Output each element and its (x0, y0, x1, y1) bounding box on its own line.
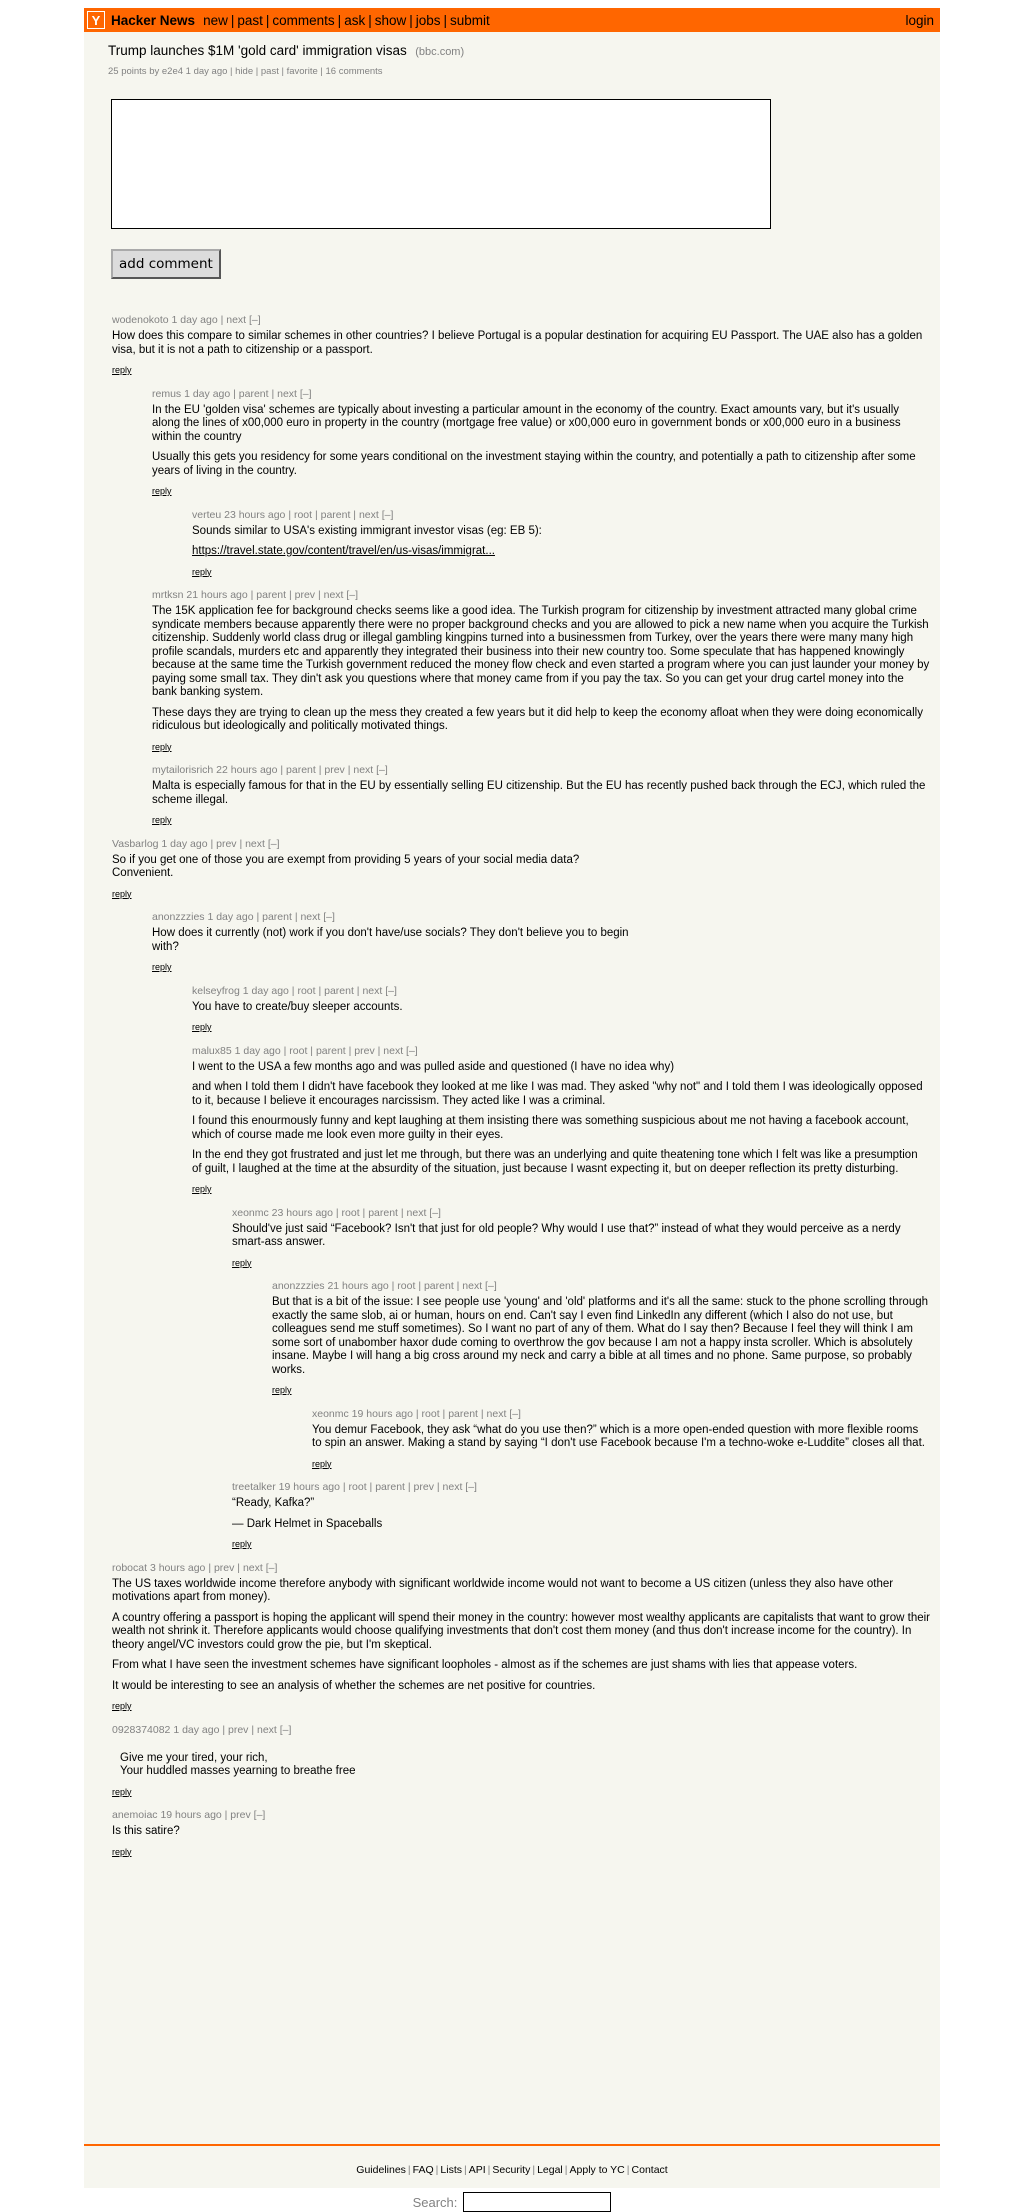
separator: | (487, 2164, 491, 2176)
comment (112, 838, 622, 902)
comment-meta[interactable]: wodenokoto 1 day ago | next [–] (112, 314, 261, 326)
comment-text: and when I told them I didn't have facebook they looked at me like I was mad. They asked "why not" and I told them I was ideologically opposed to it, because I believe it encourages narcissism. They acted like I was a criminal. (192, 1081, 923, 1107)
comment-text: You demur Facebook, they ask “what do you use then?” which is a more open-ended question with more flexible rooms to spin an answer. Making a stand by saying “I don't use Facebook because I'm a techno-woke e-Luddite” closes all that. (312, 1423, 925, 1449)
comment-link-para (192, 545, 552, 559)
reply-link[interactable]: reply (192, 566, 212, 577)
reply-link[interactable]: reply (112, 1846, 132, 1857)
comment-text: I found this enourmously funny and kept laughing at them insisting there was something suspicious about me not having a facebook account, which of course made me look even more guilty in their eyes. (192, 1115, 909, 1141)
story-title[interactable]: Trump launches $1M 'gold card' immigration visas (108, 43, 407, 58)
page-container (84, 8, 940, 2210)
separator: | (435, 2164, 439, 2176)
comment (232, 1207, 940, 1271)
reply-link[interactable]: reply (152, 962, 172, 972)
comment-text: In the end they got frustrated and just let me through, but there was an underlying and quite theatening tone which I felt was like a presumption of guilt, I laughed at the time at the absurdity of the situation, just because I wasnt expecting it, but on deeper reflection its pretty disturbing. (192, 1149, 918, 1175)
comment (152, 764, 940, 828)
footer-link[interactable]: API (468, 2164, 486, 2176)
top-bar (84, 8, 940, 32)
footer-link[interactable]: Legal (537, 2164, 563, 2176)
reply-link[interactable]: reply (232, 1539, 252, 1549)
nav-submit[interactable]: submit (450, 12, 490, 28)
footer (84, 2144, 940, 2212)
comment-meta[interactable]: anonzzzies 1 day ago | parent | next [–] (152, 911, 335, 923)
footer-link[interactable]: Contact (631, 2164, 668, 2176)
comment-meta[interactable]: mrtksn 21 hours ago | parent | prev | next [–] (152, 589, 359, 601)
comment-text: From what I have seen the investment schemes have significant loopholes - almost as if the schemes are just shams with lies that appease voters. (112, 1659, 858, 1671)
comment-meta[interactable]: remus 1 day ago | parent | next [–] (152, 387, 312, 400)
nav-show[interactable]: show (374, 12, 407, 28)
comment-text: “Ready, Kafka?” (232, 1497, 315, 1509)
comment (192, 1045, 940, 1197)
comment-text: Should've just said “Facebook? Isn't that just for old people? Why would I use that?” instead of what they would perceive as a nerdy smart-ass answer. (232, 1222, 901, 1248)
comment-meta[interactable]: 0928374082 1 day ago | prev | next [–] (112, 1723, 292, 1736)
nav-jobs[interactable]: jobs (415, 12, 441, 28)
story-past[interactable]: past (260, 66, 279, 77)
comment (192, 509, 562, 580)
search-input[interactable] (463, 2192, 611, 2212)
comment-textarea[interactable] (111, 99, 771, 229)
comment-meta[interactable]: verteu 23 hours ago | root | parent | next [–] (192, 508, 394, 521)
story-by: by (149, 66, 160, 77)
comment-text: A country offering a passport is hoping the applicant will spend their money in the country: however most wealthy applicants are capitalists that want to grow their wealth not shrink it. Therefore applicants would choose qualifying investments that don't cost them money (and thus don't increase income for the country). In theory angel/VC investors could grow the pie, but I'm skeptical. (112, 1611, 931, 1651)
reply-link[interactable]: reply (272, 1385, 292, 1395)
nav-links: new | past | comments | ask | show | jobs | submit (203, 12, 490, 28)
comment-text: How does it currently (not) work if you don't have/use socials? They don't believe you to begin with? (152, 927, 629, 953)
reply-link[interactable]: reply (192, 1184, 212, 1194)
comment-meta[interactable]: anonzzzies 21 hours ago | root | parent | next [–] (272, 1280, 497, 1292)
comment-text: Usually this gets you residency for some years conditional on the investment staying within the country, and potentially a path to citizenship after some years of living in the country. (152, 451, 916, 477)
comment-text: You have to create/buy sleeper accounts. (192, 1000, 403, 1013)
nav-past[interactable]: past (237, 12, 263, 28)
comment (152, 388, 940, 499)
reply-link[interactable]: reply (152, 815, 172, 825)
comment-text: Malta is especially famous for that in the EU by essentially selling EU citizenship. But the EU has recently pushed back through the ECJ, which ruled the scheme illegal. (152, 780, 926, 806)
reply-link[interactable]: reply (112, 1786, 132, 1797)
story-hide[interactable]: hide (235, 66, 254, 77)
add-comment-button[interactable]: add comment (111, 249, 221, 279)
story (108, 42, 940, 77)
comment-meta[interactable]: anemoiac 19 hours ago | prev [–] (112, 1809, 266, 1821)
separator: | (532, 2164, 536, 2176)
comment-text: So if you get one of those you are exempt from providing 5 years of your social media data? Convenient. (112, 853, 580, 879)
nav-ask[interactable]: ask (344, 12, 366, 28)
comment-meta[interactable]: Vasbarlog 1 day ago | prev | next [–] (112, 837, 280, 850)
comment-text: The 15K application fee for background checks seems like a good idea. The Turkish program for citizenship by investment attracted many global crime syndicate members because apparently there were no proper background checks and you are allowed to pick a new name when you acquire the Turkish citizenship. Suddenly world class drug or illegal gambling kingpins turned into a businessmen from Turkey, over the years there were many many high profile scandals, murders etc and apparently they integrated their business into their new country too. Some speculate that has happened knowingly because at the same time the Turkish government reduced the money flow check and even started a program where you can just launder your money by paying some small tax. They din't ask you questions where that money came from if you pay the tax. So you can get your drug cartel money into the bank banking system. (152, 605, 930, 698)
login-link[interactable]: login (905, 13, 934, 28)
comment (312, 1408, 940, 1472)
reply-link[interactable]: reply (312, 1458, 332, 1469)
comment (272, 1280, 940, 1398)
story-user[interactable]: e2e4 (161, 66, 184, 77)
y-logo-icon[interactable]: Y (87, 11, 105, 29)
comment-text: Sounds similar to USA's existing immigrant investor visas (eg: EB 5): (192, 524, 542, 537)
comment-link[interactable]: https://travel.state.gov/content/travel/en/us-visas/immigrat... (192, 545, 495, 557)
comment (112, 1809, 940, 1859)
comment-text: How does this compare to similar schemes in other countries? I believe Portugal is a popular destination for acquiring EU Passport. The UAE also has a golden visa, but it is not a path to citizenship or a passport. (112, 330, 923, 356)
reply-link[interactable]: reply (112, 1701, 132, 1711)
comment (232, 1481, 940, 1552)
reply-link[interactable]: reply (152, 486, 172, 496)
comment (112, 1562, 940, 1714)
comment (112, 314, 940, 378)
story-subtext: 25 points by e2e4 1 day ago | hide | past | favorite | 16 comments (108, 66, 383, 77)
site-name[interactable]: Hacker News (111, 12, 196, 28)
comment-text: Is this satire? (112, 1825, 180, 1837)
nav-new[interactable]: new (203, 12, 228, 28)
comment-text: But that is a bit of the issue: I see people use 'young' and 'old' platforms and it's all the same: stuck to the phone scrolling through exactly the same slob, ai or human, hours on end. Can't say I even find LinkedIn any different (which I also do not use, but colleagues send me stuff sometimes). So I want no part of any of them. What do I say then? Because I feel they will think I am some sort of unabomber haxor dude coming to overthrow the gov because I am not a happy insta scroller. Which is absolutely insane. Maybe I will hang a big cross around my neck and carry a bible at all times and no phone. Same purpose, so probably works. (272, 1296, 929, 1376)
comment-text: The US taxes worldwide income therefore anybody with significant worldwide income would not want to become a US citizen (unless they also have other motivations apart from money). (112, 1577, 894, 1603)
comment (192, 985, 562, 1035)
reply-link[interactable]: reply (112, 365, 132, 375)
comment-text: These days they are trying to clean up the mess they created a few years but it did help to keep the economy afloat when they were doing economically ridiculous but ideologically and politically motivated things. (152, 706, 923, 732)
comment-meta[interactable]: malux85 1 day ago | root | parent | prev | next [–] (192, 1044, 418, 1057)
comment-meta[interactable]: kelseyfrog 1 day ago | root | parent | next [–] (192, 984, 397, 997)
nav-comments[interactable]: comments (272, 12, 335, 28)
footer-link[interactable]: Guidelines (356, 2164, 406, 2176)
comment-meta[interactable]: mytailorisrich 22 hours ago | parent | prev | next [–] (152, 764, 388, 776)
story-favorite[interactable]: favorite (286, 66, 318, 77)
story-age[interactable]: 1 day ago (185, 66, 228, 77)
separator: | (407, 2164, 411, 2176)
comment-meta[interactable]: xeonmc 19 hours ago | root | parent | next [–] (312, 1407, 521, 1420)
reply-link[interactable]: reply (192, 1022, 212, 1032)
comment-meta[interactable]: treetalker 19 hours ago | root | parent | prev | next [–] (232, 1481, 477, 1493)
reply-link[interactable]: reply (232, 1257, 252, 1268)
footer-link[interactable]: Security (492, 2164, 531, 2176)
comment (112, 1724, 940, 1800)
story-site[interactable]: (bbc.com) (415, 46, 465, 58)
footer-link[interactable]: FAQ (412, 2164, 434, 2176)
comment-quote: Give me your tired, your rich, Your huddled masses yearning to breathe free (120, 1751, 356, 1777)
separator: | (564, 2164, 568, 2176)
footer-link[interactable]: Lists (440, 2164, 462, 2176)
comment-text: In the EU 'golden visa' schemes are typically about investing a particular amount in the economy of the country. Exact amounts vary, but it's usually along the lines of x00,000 euro in property in the country (mortgage free value) or x00,000 euro in government bonds or x00,000 euro in a business within the country (152, 403, 901, 443)
comment-text: I went to the USA a few months ago and was pulled aside and questioned (I have no idea why) (192, 1060, 675, 1073)
comment-text: — Dark Helmet in Spaceballs (232, 1517, 383, 1530)
comment (152, 911, 662, 975)
comment-text: It would be interesting to see an analysis of whether the schemes are net positive for countries. (112, 1679, 596, 1692)
footer-link[interactable]: Apply to YC (569, 2164, 625, 2176)
comment-meta[interactable]: robocat 3 hours ago | prev | next [–] (112, 1561, 278, 1574)
comment-tree (84, 314, 940, 1859)
separator: | (626, 2164, 630, 2176)
comment (152, 589, 940, 754)
reply-link[interactable]: reply (112, 888, 132, 899)
reply-link[interactable]: reply (152, 741, 172, 752)
footer-search (84, 2192, 940, 2212)
story-points: 25 points (108, 66, 147, 77)
search-label: Search: (412, 2194, 458, 2210)
footer-links (84, 2164, 940, 2176)
story-comments-count[interactable]: 16 comments (325, 66, 383, 77)
separator: | (464, 2164, 467, 2176)
comment-meta[interactable]: xeonmc 23 hours ago | root | parent | next [–] (232, 1206, 441, 1219)
